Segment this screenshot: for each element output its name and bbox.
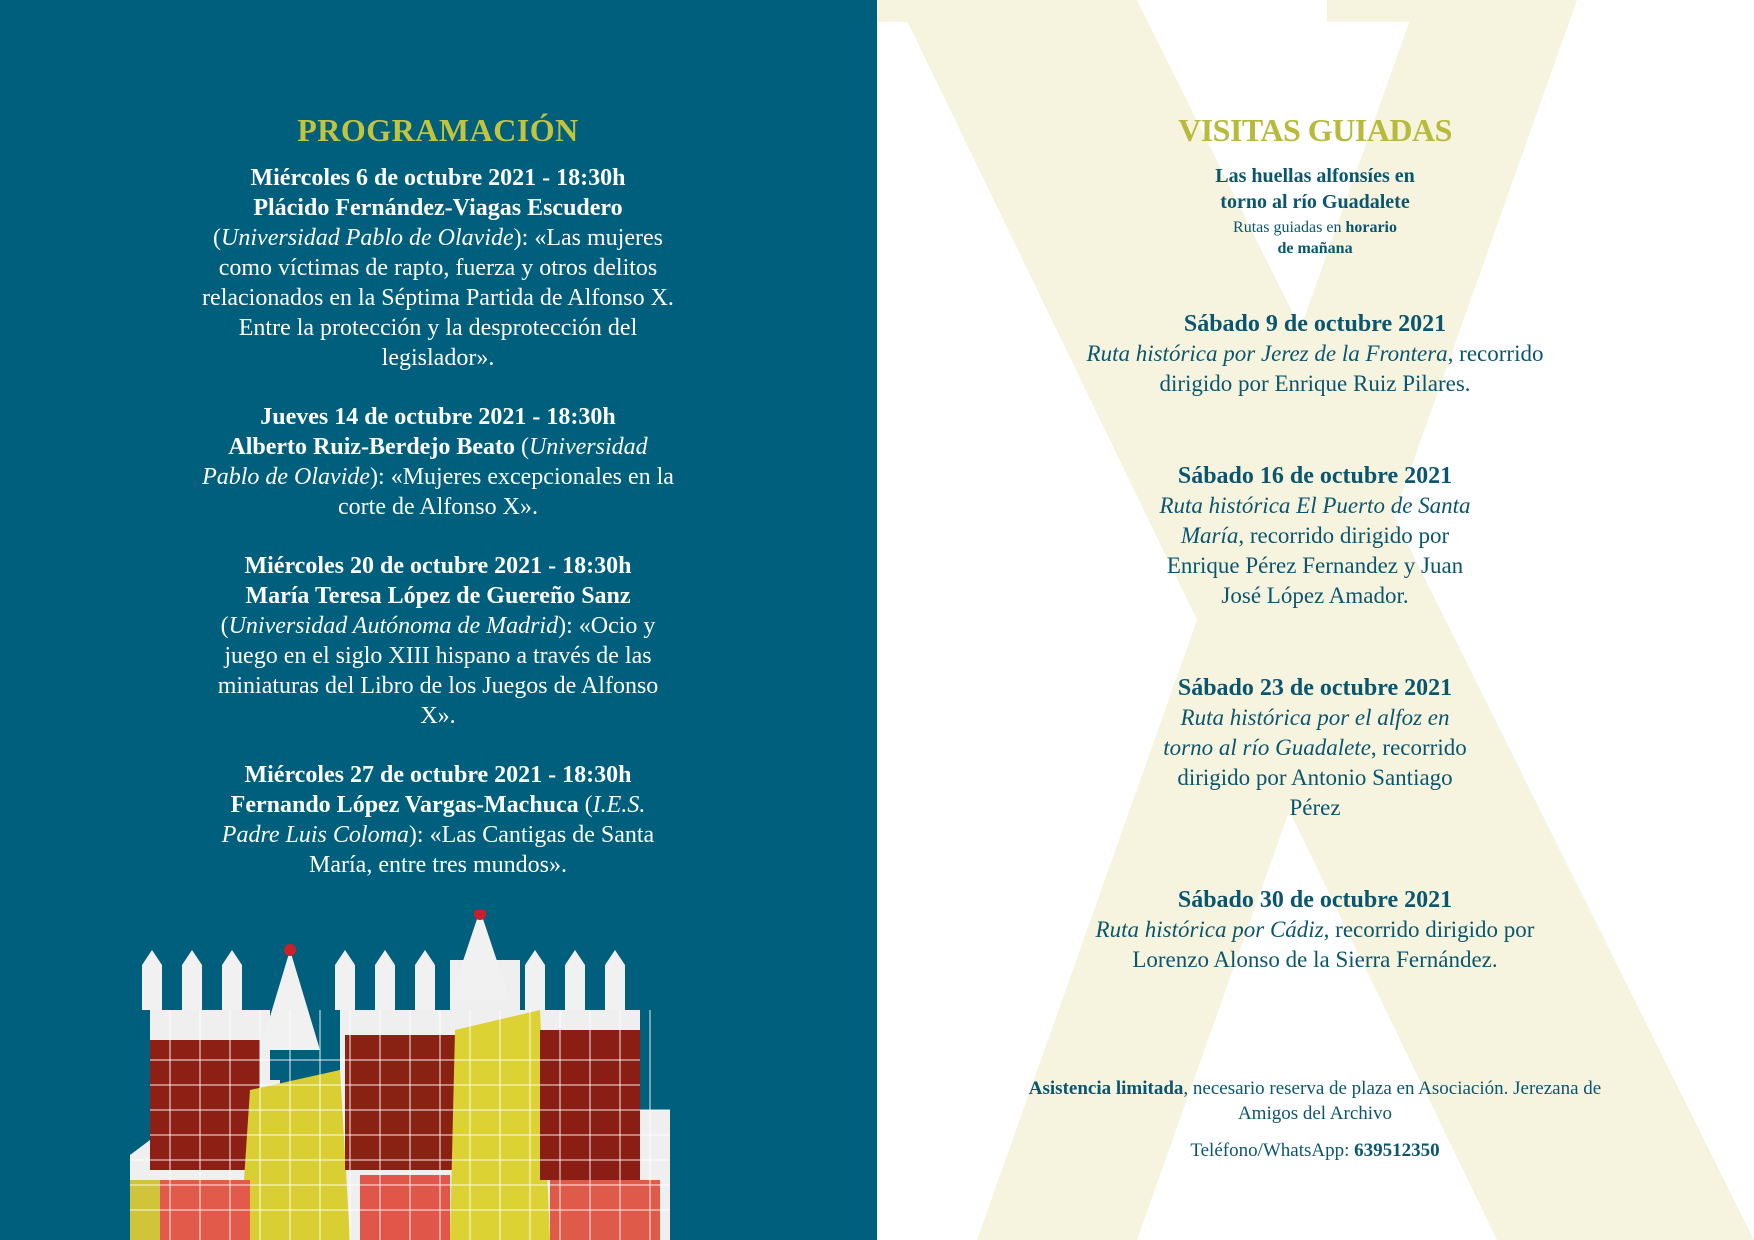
event-paren-open: ( bbox=[578, 792, 593, 818]
visitas-footer bbox=[1007, 1076, 1623, 1163]
visit-item bbox=[1037, 885, 1593, 975]
visit-guide: , recorrido dirigido por Lorenzo Alonso de la Sierra Fernández. bbox=[1132, 917, 1535, 972]
visit-date: Sábado 23 de octubre 2021 bbox=[1177, 675, 1453, 701]
note-bold: de mañana bbox=[1277, 240, 1353, 257]
event-paren-close: ): bbox=[513, 225, 535, 251]
event-paren-open: ( bbox=[220, 613, 229, 639]
event-date: Miércoles 6 de octubre 2021 - 18:30h bbox=[250, 165, 626, 191]
event-speaker: María Teresa López de Guereño Sanz bbox=[245, 583, 631, 609]
event-institution: I.E.S. Padre Luis Coloma bbox=[221, 792, 646, 848]
event-item bbox=[200, 163, 676, 373]
visit-date: Sábado 16 de octubre 2021 bbox=[1177, 463, 1453, 489]
event-speaker: Alberto Ruiz-Berdejo Beato bbox=[228, 434, 515, 460]
event-talk: «Mujeres excepcionales en la corte de Alfonso X». bbox=[338, 464, 674, 520]
event-speaker: Plácido Fernández-Viagas Escudero bbox=[253, 195, 623, 221]
visitas-heading: VISITAS GUIADAS bbox=[1178, 112, 1452, 148]
visit-guide: , recorrido dirigido por Enrique Pérez Fernandez y Juan José López Amador. bbox=[1166, 523, 1464, 608]
event-item bbox=[200, 402, 676, 522]
visit-date: Sábado 9 de octubre 2021 bbox=[1183, 311, 1447, 337]
attendance-bold: Asistencia limitada bbox=[1028, 1078, 1184, 1099]
contact-line bbox=[1007, 1138, 1623, 1163]
event-date: Jueves 14 de octubre 2021 - 18:30h bbox=[260, 404, 616, 430]
event-paren-open: ( bbox=[213, 225, 222, 251]
visit-guide: , recorrido dirigido por Enrique Ruiz Pilares. bbox=[1159, 341, 1544, 396]
programacion-column bbox=[200, 112, 676, 909]
phone-label: Teléfono/WhatsApp: bbox=[1190, 1140, 1355, 1161]
visitas-panel bbox=[877, 0, 1754, 1240]
event-date: Miércoles 27 de octubre 2021 - 18:30h bbox=[244, 762, 632, 788]
visit-guide: , recorrido dirigido por Antonio Santiago Pérez bbox=[1177, 735, 1467, 820]
programacion-heading: PROGRAMACIÓN bbox=[297, 112, 579, 148]
event-talk: «Las mujeres como víctimas de rapto, fuerza y otros delitos relacionados en la Séptima Partida de Alfonso X. Entre la protección y la desprotección del legislador». bbox=[202, 225, 674, 371]
event-paren-close: ): bbox=[558, 613, 579, 639]
event-item bbox=[200, 760, 676, 880]
subtitle-line: torno al río Guadalete bbox=[1220, 191, 1410, 213]
visitas-subtitle bbox=[1037, 163, 1593, 215]
visit-route: Ruta histórica por Jerez de la Frontera bbox=[1086, 341, 1448, 366]
event-institution: Universidad Autónoma de Madrid bbox=[228, 613, 559, 639]
visit-route: Ruta histórica por el alfoz en torno al río Guadalete bbox=[1163, 705, 1450, 760]
visit-item bbox=[1037, 673, 1593, 823]
visitas-note bbox=[1037, 217, 1593, 259]
note-bold: horario bbox=[1345, 219, 1397, 236]
event-speaker: Fernando López Vargas-Machuca bbox=[230, 792, 579, 818]
subtitle-line: Las huellas alfonsíes en bbox=[1215, 165, 1415, 187]
visit-item bbox=[1037, 461, 1593, 611]
visit-route: Ruta histórica El Puerto de Santa María bbox=[1159, 493, 1471, 548]
visit-item bbox=[1037, 309, 1593, 399]
attendance-text: , necesario reserva de plaza en Asociación. Jerezana de Amigos del Archivo bbox=[1183, 1078, 1602, 1124]
event-institution: Universidad Pablo de Olavide bbox=[202, 434, 648, 490]
event-date: Miércoles 20 de octubre 2021 - 18:30h bbox=[244, 553, 632, 579]
event-institution: Universidad Pablo de Olavide bbox=[221, 225, 514, 251]
event-talk: «Las Cantigas de Santa María, entre tres mundos». bbox=[309, 822, 655, 878]
visit-date: Sábado 30 de octubre 2021 bbox=[1177, 887, 1453, 913]
phone-number[interactable]: 639512350 bbox=[1354, 1140, 1440, 1161]
visit-route: Ruta histórica por Cádiz bbox=[1095, 917, 1324, 942]
attendance-note bbox=[1007, 1076, 1623, 1126]
visitas-column bbox=[1037, 112, 1593, 975]
event-talk: «Ocio y juego en el siglo XIII hispano a través de las miniaturas del Libro de los Juegos de Alfonso X». bbox=[217, 613, 659, 729]
mosaic-castle-illustration bbox=[120, 910, 760, 1240]
event-paren-close: ): bbox=[370, 464, 391, 490]
note-text: Rutas guiadas en bbox=[1233, 219, 1346, 236]
event-paren-open: ( bbox=[514, 434, 529, 460]
event-paren-close: ): bbox=[408, 822, 430, 848]
event-item bbox=[200, 551, 676, 731]
